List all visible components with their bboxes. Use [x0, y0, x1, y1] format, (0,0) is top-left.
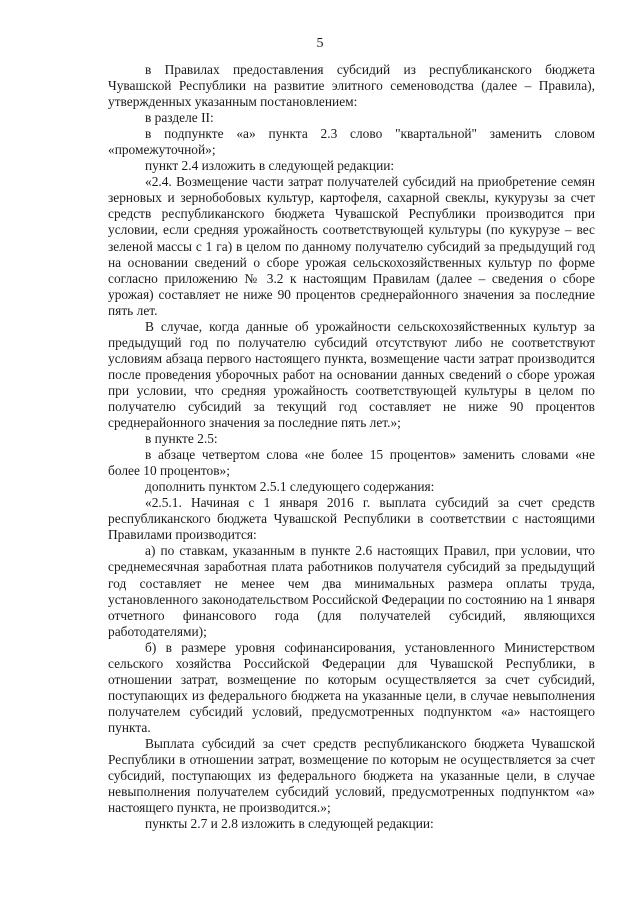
page-number: 5 [316, 36, 324, 51]
paragraph-subpoint-a: а) по ставкам, указанным в пункте 2.6 настоящих Правил, при условии, что среднемесячная заработная плата работников получателя субсидий за предыдущий год составляет не менее чем два минимальных размера оплаты труда, установленного законодательством Российской Федерации по состоянию на 1 января отчетного финансового года (для получателей субсидий, являющихся работодателями); [108, 543, 595, 639]
paragraph-points-2-7-2-8: пункты 2.7 и 2.8 изложить в следующей редакции: [145, 816, 434, 832]
paragraph-section-ii: в разделе II: [145, 110, 214, 126]
paragraph-subpoint-2-3: в подпункте «а» пункта 2.3 слово "квартальной" заменить словом «промежуточной»; [108, 126, 595, 158]
paragraph-point-2-5-change: в абзаце четвертом слова «не более 15 процентов» заменить словами «не более 10 процентов»; [108, 447, 595, 479]
paragraph-point-2-5-heading: в пункте 2.5: [145, 431, 218, 447]
paragraph-point-2-4: «2.4. Возмещение части затрат получателей субсидий на приобретение семян зерновых и зернобобовых культур, картофеля, сахарной свеклы, кукурузы за счет средств республиканского бюджета Чувашской Республики производится при условии, если средняя урожайность соответствующей культуры (по кукурузе – вес зеленой массы с 1 га) в целом по данному получателю субсидий за предыдущий год на основании сведений о сборе урожая сельскохозяйственных культур по форме согласно приложению № 3.2 к настоящим Правилам (далее – сведения о сборе урожая) составляет не ниже 90 процентов среднерайонного значения за последние пять лет. [108, 174, 595, 318]
paragraph-point-2-4-heading: пункт 2.4 изложить в следующей редакции: [145, 158, 395, 174]
paragraph-subpoint-b: б) в размере уровня софинансирования, установленного Министерством сельского хозяйства Российской Федерации для Чувашской Республики, в отношении затрат, возмещение по которым осуществляется за счет субсидий, поступающих из федерального бюджета на указанные цели, в случае невыполнения получателем субсидий условий, предусмотренных подпунктом «а» настоящего пункта. [108, 639, 595, 735]
document-body [108, 62, 595, 832]
paragraph-payment-condition: Выплата субсидий за счет средств республиканского бюджета Чувашской Республики в отношении затрат, возмещение по которым не осуществляется за счет субсидий, поступающих из федерального бюджета на указанные цели, в случае невыполнения получателем субсидий условий, предусмотренных подпунктом «а» настоящего пункта, не производится.»; [108, 735, 595, 816]
paragraph-point-2-4-case: В случае, когда данные об урожайности сельскохозяйственных культур за предыдущий год по получателю субсидий отсутствуют либо не соответствуют условиям абзаца первого настоящего пункта, возмещение части затрат производится после проведения уборочных работ на основании данных сведений о сборе урожая при условии, что средняя урожайность соответствующей культуры в целом по получателю субсидий за текущий год составляет не ниже 90 процентов среднерайонного значения за последние пять лет.»; [108, 318, 595, 431]
paragraph-intro: в Правилах предоставления субсидий из республиканского бюджета Чувашской Республики на развитие элитного семеноводства (далее – Правила), утвержденных указанным постановлением: [108, 62, 595, 110]
paragraph-point-2-5-1-heading: дополнить пунктом 2.5.1 следующего содержания: [145, 479, 435, 495]
paragraph-point-2-5-1: «2.5.1. Начиная с 1 января 2016 г. выплата субсидий за счет средств республиканского бюджета Чувашской Республики в соответствии с настоящими Правилами производится: [108, 495, 595, 543]
